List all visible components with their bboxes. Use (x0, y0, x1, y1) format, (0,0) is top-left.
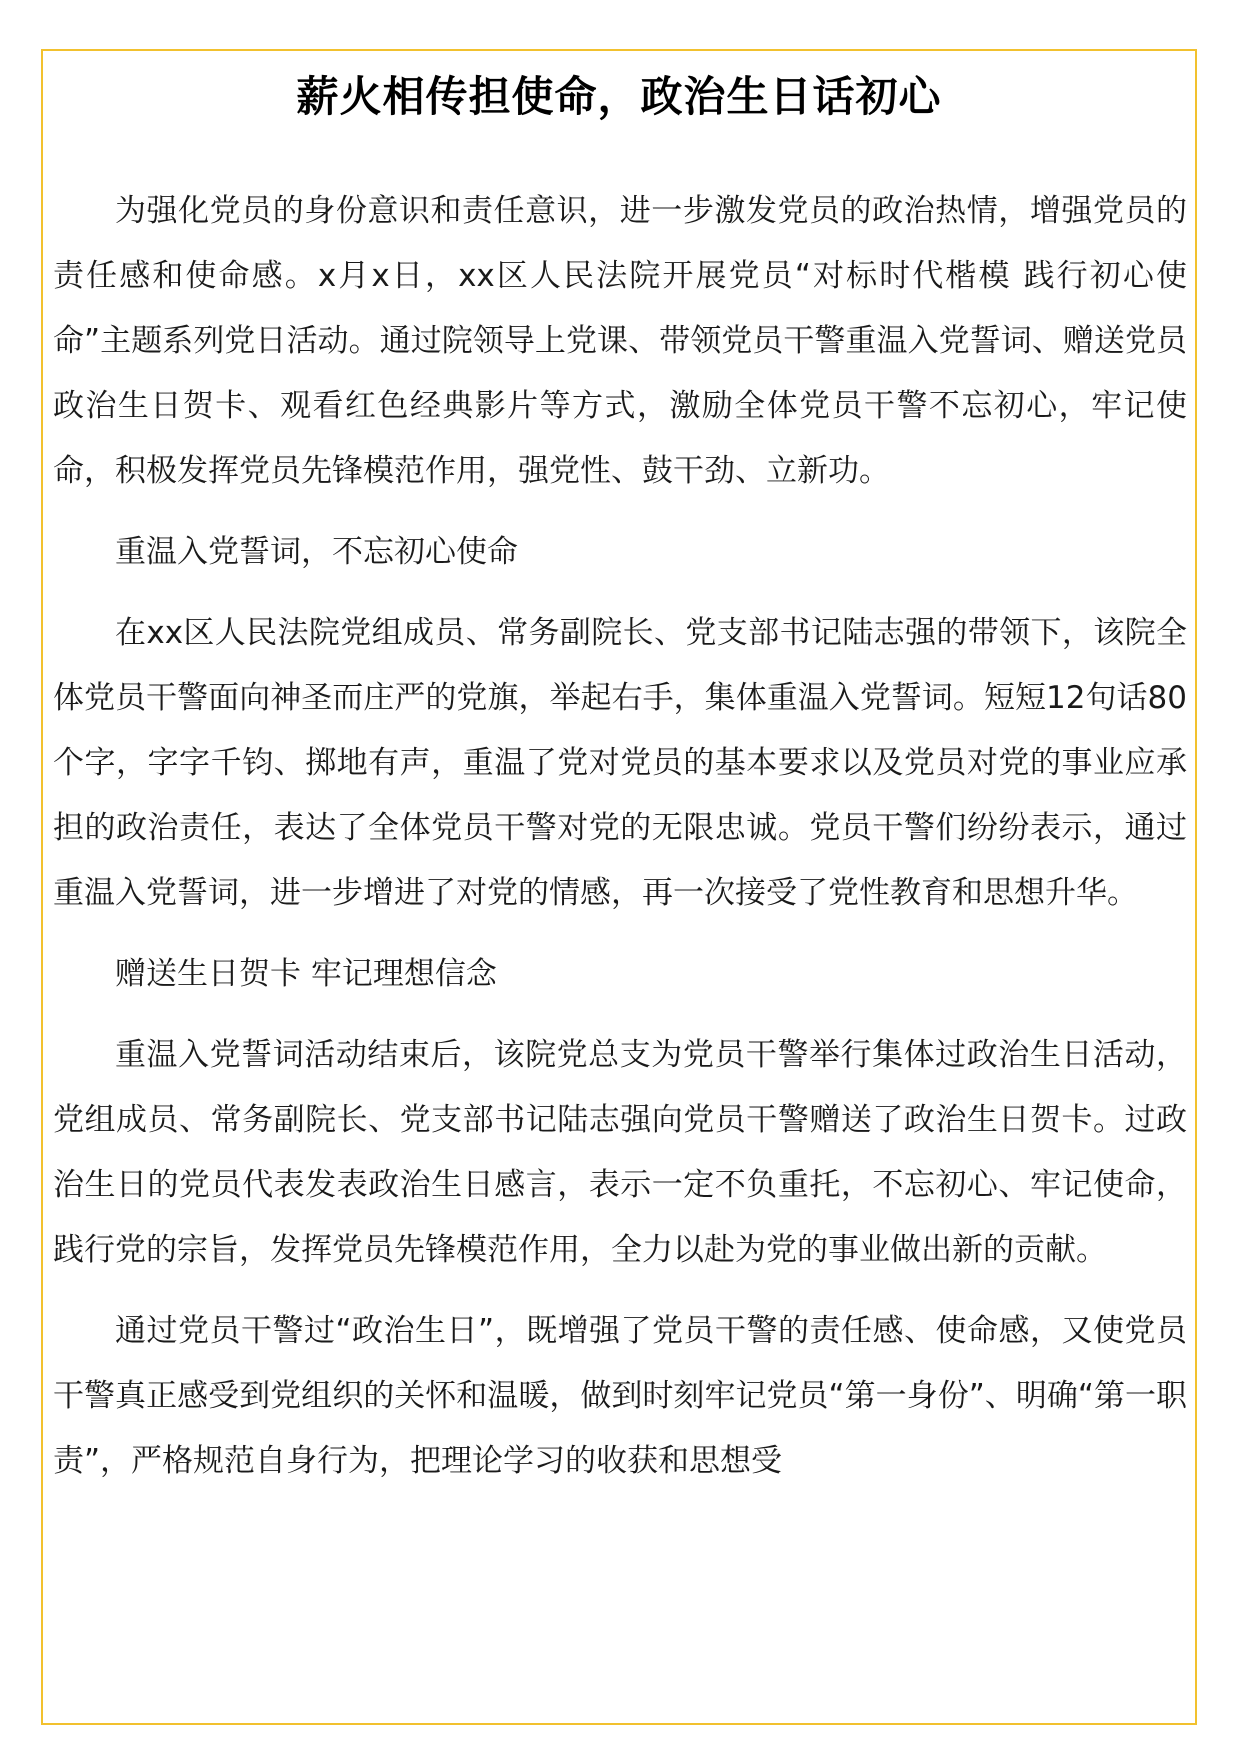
section-heading-oath: 重温入党誓词，不忘初心使命 (115, 534, 518, 570)
document-body (53, 179, 1187, 1494)
document-title: 薪火相传担使命，政治生日话初心 (296, 72, 942, 121)
oath-paragraph: 在xx区人民法院党组成员、常务副院长、党支部书记陆志强的带领下，该院全体党员干警面向神圣而庄严的党旗，举起右手，集体重温入党誓词。短短12句话80个字，字字千钧、掷地有声，重温了党对党员的基本要求以及党员对党的事业应承担的政治责任，表达了全体党员干警对党的无限忠诚。党员干警们纷纷表示，通过重温入党誓词，进一步增进了对党的情感，再一次接受了党性教育和思想升华。 (53, 615, 1187, 911)
page-frame (41, 49, 1197, 1725)
closing-paragraph: 通过党员干警过“政治生日”，既增强了党员干警的责任感、使命感，又使党员干警真正感受到党组织的关怀和温暖，做到时刻牢记党员“第一身份”、明确“第一职责”，严格规范自身行为，把理论学习的收获和思想受 (53, 1313, 1187, 1479)
birthday-card-paragraph: 重温入党誓词活动结束后，该院党总支为党员干警举行集体过政治生日活动，党组成员、常务副院长、党支部书记陆志强向党员干警赠送了政治生日贺卡。过政治生日的党员代表发表政治生日感言，表示一定不负重托，不忘初心、牢记使命，践行党的宗旨，发挥党员先锋模范作用，全力以赴为党的事业做出新的贡献。 (53, 1037, 1187, 1268)
intro-paragraph: 为强化党员的身份意识和责任意识，进一步激发党员的政治热情，增强党员的责任感和使命感。x月x日，xx区人民法院开展党员“对标时代楷模 践行初心使命”主题系列党日活动。通过院领导上党课、带领党员干警重温入党誓词、赠送党员政治生日贺卡、观看红色经典影片等方式，激励全体党员干警不忘初心，牢记使命，积极发挥党员先锋模范作用，强党性、鼓干劲、立新功。 (53, 193, 1187, 489)
section-heading-birthday-card: 赠送生日贺卡 牢记理想信念 (115, 956, 497, 992)
